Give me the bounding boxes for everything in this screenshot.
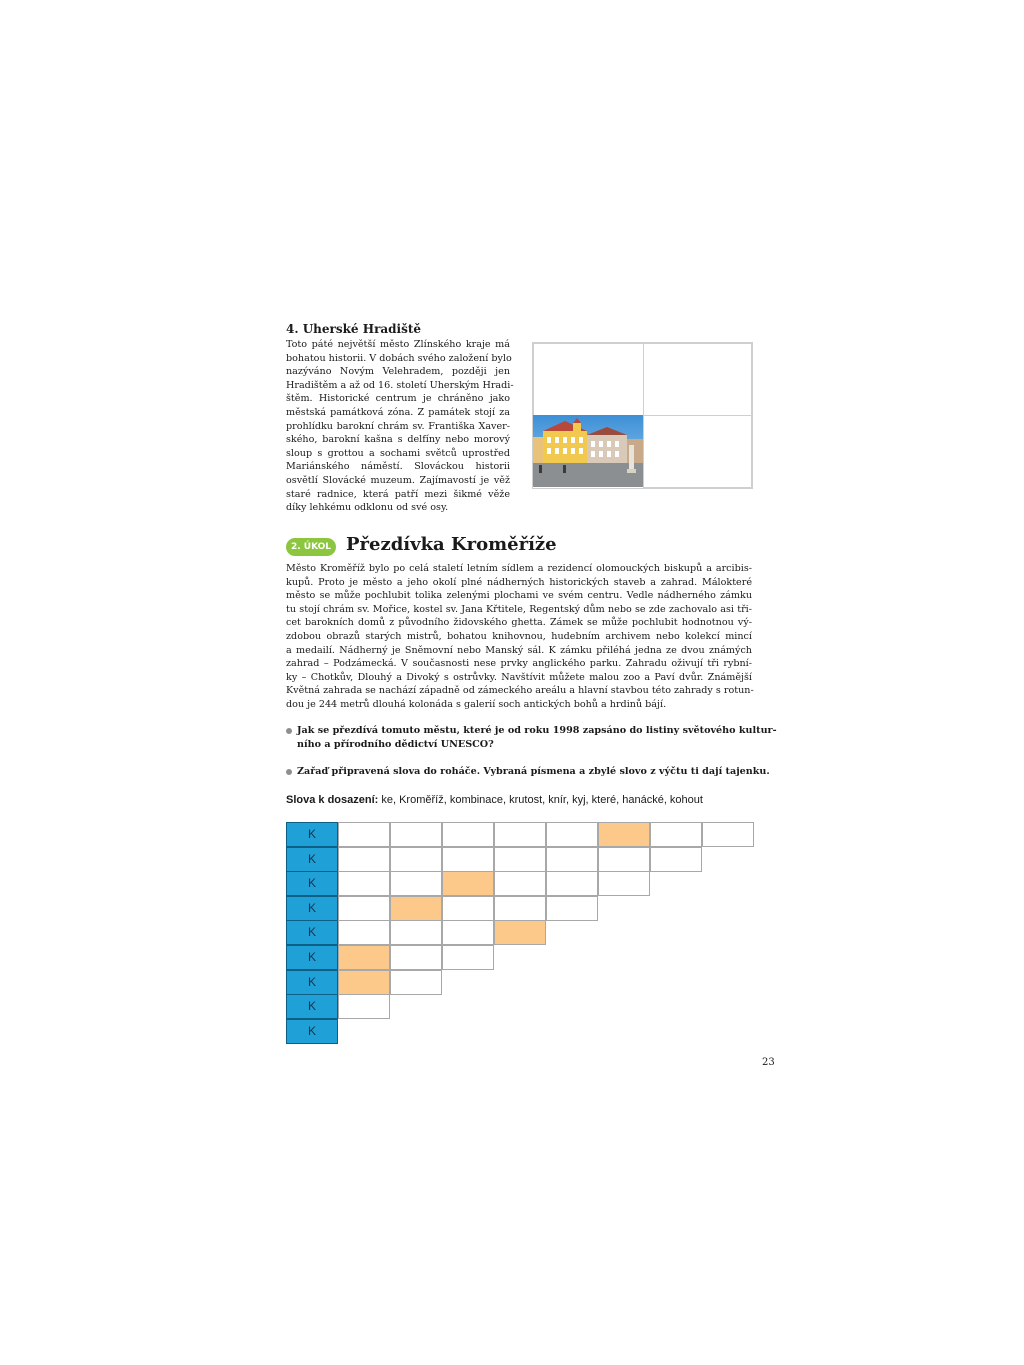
words-list: ke, Kroměříž, kombinace, krutost, knír, kyj, které, hanácké, kohout <box>378 794 703 806</box>
crossword-cell[interactable] <box>338 994 390 1019</box>
photo-grid-cell <box>643 343 752 416</box>
text-line: staré radnice, která patří mezi šikmé věže <box>286 488 510 500</box>
crossword-secret-cell[interactable] <box>494 920 546 945</box>
task-badge: 2. ÚKOL <box>286 538 336 556</box>
text-line: prohlídku barokní chrám sv. Františka Xaver- <box>286 420 510 432</box>
text-line: Toto páté největší město Zlínského kraje má <box>286 339 510 350</box>
crossword-start-cell: K <box>286 896 338 921</box>
crossword-secret-cell[interactable] <box>338 970 390 995</box>
town-square-illustration <box>533 415 643 487</box>
crossword-secret-cell[interactable] <box>338 945 390 970</box>
crossword-cell[interactable] <box>390 920 442 945</box>
text-line: bohatou historii. V dobách svého založení bylo <box>286 352 512 364</box>
crossword-cell[interactable] <box>390 945 442 970</box>
crossword-cell[interactable] <box>442 847 494 872</box>
crossword-cell[interactable] <box>546 896 598 921</box>
crossword-start-cell: K <box>286 847 338 872</box>
crossword-start-cell: K <box>286 994 338 1019</box>
crossword-cell[interactable] <box>494 822 546 847</box>
text-line: sloup s grottou a sochami světců uprostřed <box>286 447 510 459</box>
crossword-secret-cell[interactable] <box>390 896 442 921</box>
crossword-cell[interactable] <box>494 871 546 896</box>
text-line: kupů. Proto je město a jeho okolí plné nádherných historických staveb a zahrad. Málokteré <box>286 576 752 588</box>
page-number: 23 <box>762 1057 775 1068</box>
bullet-icon <box>286 769 292 775</box>
text-line: Město Kroměříž bylo po celá staletí letním sídlem a rezidencí olomouckých biskupů a arcibis- <box>286 563 752 574</box>
text-line: městská památková zóna. Z památek stojí za <box>286 406 510 418</box>
question-line: Zařaď připravená slova do roháče. Vybraná písmena a zbylé slovo z výčtu ti dají tajenku. <box>297 766 770 777</box>
crossword-cell[interactable] <box>338 920 390 945</box>
text-line: Mariánského náměstí. Slováckou historii <box>286 461 510 473</box>
question-nickname <box>286 724 777 752</box>
crossword-start-cell: K <box>286 920 338 945</box>
crossword-cell[interactable] <box>494 896 546 921</box>
text-line: ky – Chotkův, Dlouhý a Divoký s ostrůvky. Navštívit můžete malou zoo a Paví dvůr. Známější <box>286 671 752 683</box>
town-square-photo <box>533 415 643 487</box>
text-line: a medailí. Nádherný je Sněmovní nebo Manský sál. K zámku přiléhá jedna ze dvou známých <box>286 644 752 656</box>
words-label: Slova k dosazení: <box>286 794 379 806</box>
crossword-start-cell: K <box>286 1019 338 1044</box>
text-line: díky lehkému odklonu od své osy. <box>286 502 449 514</box>
words-to-fill <box>286 794 703 806</box>
crossword-cell[interactable] <box>390 847 442 872</box>
photo-grid-cell <box>533 343 644 416</box>
crossword-cell[interactable] <box>650 822 702 847</box>
crossword-cell[interactable] <box>546 847 598 872</box>
task-title: Přezdívka Kroměříže <box>346 534 557 555</box>
crossword-cell[interactable] <box>546 822 598 847</box>
crossword-cell[interactable] <box>390 871 442 896</box>
crossword-start-cell: K <box>286 970 338 995</box>
text-line: město se může pochlubit tolika zelenými plochami ve svém centru. Vedle nádherného zámku <box>286 590 752 602</box>
task-text <box>286 562 752 712</box>
question-line: ního a přírodního dědictví UNESCO? <box>297 739 494 750</box>
crossword-cell[interactable] <box>338 896 390 921</box>
question-crossword <box>286 765 770 779</box>
crossword-cell[interactable] <box>546 871 598 896</box>
bullet-icon <box>286 728 292 734</box>
crossword-cell[interactable] <box>390 970 442 995</box>
crossword-cell[interactable] <box>338 822 390 847</box>
crossword-cell[interactable] <box>702 822 754 847</box>
crossword-cell[interactable] <box>338 847 390 872</box>
text-line: dou je 244 metrů dlouhá kolonáda s galerií soch antických bohů a hrdinů bájí. <box>286 698 667 710</box>
section-text <box>286 338 514 515</box>
text-line: tu stojí chrám sv. Mořice, kostel sv. Jana Křtitele, Regentský dům nebo se zde zachovalo asi tři- <box>286 603 752 615</box>
crossword-cell[interactable] <box>650 847 702 872</box>
text-line: nazýváno Novým Velehradem, později jen <box>286 366 510 378</box>
text-line: Květná zahrada se nachází západně od zámeckého areálu a hlavní stavbou této zahrady s rotun- <box>286 685 754 697</box>
crossword-cell[interactable] <box>598 847 650 872</box>
text-line: osvětlí Slovácké muzeum. Zajímavostí je věž <box>286 474 510 486</box>
crossword-cell[interactable] <box>442 896 494 921</box>
text-line: ského, barokní kašna s delfíny nebo morový <box>286 434 510 446</box>
crossword-start-cell: K <box>286 945 338 970</box>
text-line: zahrad – Podzámecká. V současnosti nese prvky anglického parku. Zahradu oživují tři rybní- <box>286 658 752 670</box>
crossword-cell[interactable] <box>442 945 494 970</box>
crossword-cell[interactable] <box>338 871 390 896</box>
crossword-start-cell: K <box>286 822 338 847</box>
crossword-start-cell: K <box>286 871 338 896</box>
question-line: Jak se přezdívá tomuto městu, které je od roku 1998 zapsáno do listiny světového kultur- <box>297 725 777 736</box>
crossword-cell[interactable] <box>442 822 494 847</box>
text-line: Hradištěm a až od 16. století Uherským Hradi- <box>286 379 514 391</box>
section-heading: 4. Uherské Hradiště <box>286 322 422 336</box>
photo-grid-cell <box>643 415 752 488</box>
photo-grid <box>532 342 753 489</box>
crossword-cell[interactable] <box>442 920 494 945</box>
text-line: cet barokních domů z původního židovského ghetta. Zámek se může pochlubit hodnotnou vý- <box>286 617 752 629</box>
crossword-secret-cell[interactable] <box>442 871 494 896</box>
crossword-cell[interactable] <box>390 822 442 847</box>
crossword-secret-cell[interactable] <box>598 822 650 847</box>
text-line: zdobou obrazů starých mistrů, bohatou knihovnou, hudebním archivem nebo kolekcí mincí <box>286 630 752 642</box>
text-line: štěm. Historické centrum je chráněno jako <box>286 393 510 405</box>
crossword-cell[interactable] <box>494 847 546 872</box>
crossword-cell[interactable] <box>598 871 650 896</box>
